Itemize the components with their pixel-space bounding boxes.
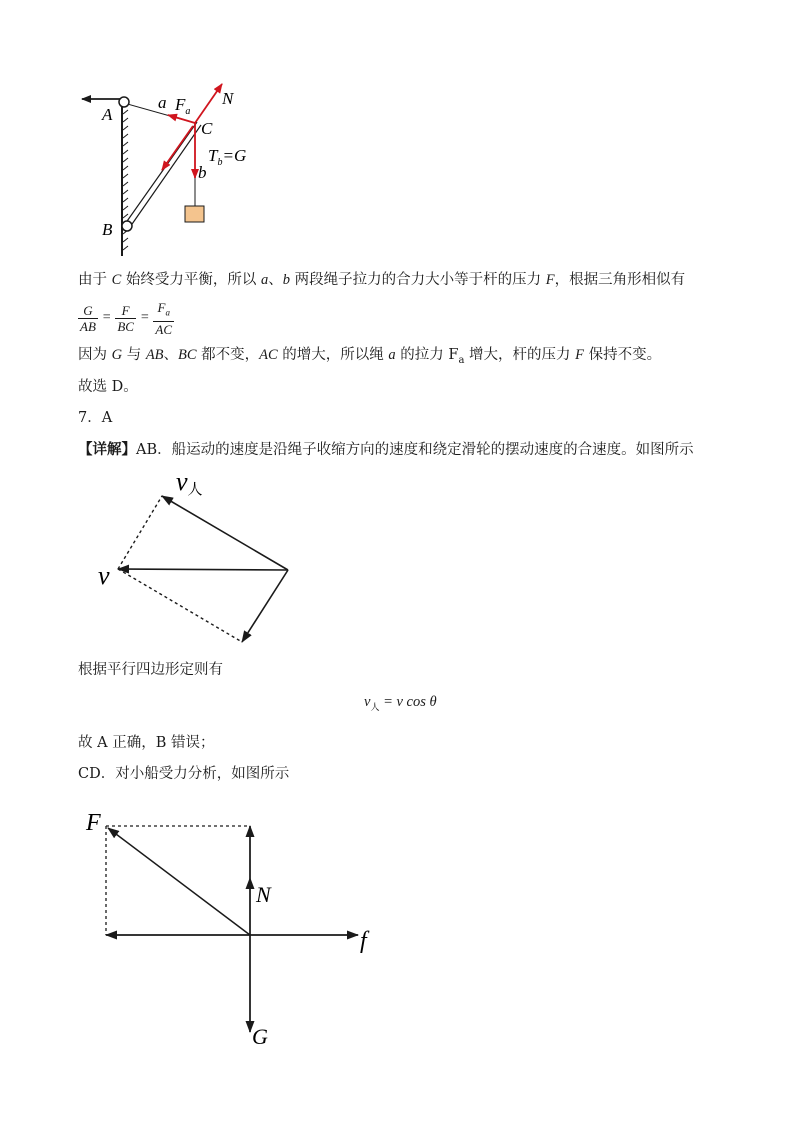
equation-similar-triangles [78, 300, 174, 337]
rhs: = v cos θ [379, 694, 437, 710]
label-b-point: B [102, 220, 113, 239]
label-a-point: A [102, 105, 113, 124]
pulley-b [122, 221, 132, 231]
paragraph-equilibrium [78, 270, 685, 290]
weight-block [185, 206, 204, 222]
var-f: F [575, 347, 584, 363]
fraction-fa-ac [153, 300, 174, 337]
var-a: a [261, 272, 269, 288]
text: 保持不变。 [584, 347, 662, 363]
text: 都不变， [196, 347, 260, 363]
paragraph-conclusion-1 [78, 345, 661, 371]
equation-velocity [364, 692, 437, 717]
numerator: G [78, 303, 98, 319]
paragraph-answer-d: 故选 D。 [78, 379, 138, 395]
numerator-text: F [157, 300, 166, 315]
label-f-lower: f [360, 928, 367, 954]
var-ac: AC [259, 347, 278, 363]
f-pull-arrow [108, 828, 250, 935]
var-b: b [282, 272, 290, 288]
v-ren-arrow [162, 496, 288, 570]
label-v-ren: v人 [176, 467, 203, 498]
denominator: AB [80, 318, 96, 334]
denominator: BC [117, 318, 134, 334]
numerator [153, 300, 174, 322]
fraction-g-ab [78, 303, 98, 334]
swing-velocity-arrow [242, 570, 288, 642]
label-a-rope: a [158, 93, 167, 112]
label-g: G [252, 1024, 268, 1049]
numerator: F [115, 303, 136, 319]
text: 、 [163, 347, 179, 363]
text: 增大，杆的压力 [464, 347, 576, 363]
n-force-arrow [195, 84, 222, 123]
lhs: v [364, 694, 371, 710]
label-c-point: C [201, 119, 213, 138]
rod-force-arrow [162, 126, 193, 170]
subscript: a [458, 354, 465, 366]
text: 两段绳子拉力的合力大小等于杆的压力 [290, 272, 546, 288]
equals-sign: = [139, 310, 150, 326]
figure-rod-force-diagram [70, 78, 270, 260]
paragraph-detail [78, 440, 694, 460]
numerator-subscript: a [165, 307, 170, 318]
paragraph-cd-analysis: CD．对小船受力分析，如图所示 [78, 766, 290, 782]
text: 由于 [78, 272, 112, 288]
label-n: N [256, 882, 271, 907]
label-v: v [98, 561, 110, 590]
var-f: F [545, 272, 555, 288]
figure-boat-forces [80, 806, 390, 1050]
label-f-upper: F [86, 810, 101, 836]
var-bc: BC [178, 347, 197, 363]
v-arrow [118, 569, 288, 570]
detail-bracket: 【详解】 [78, 441, 136, 458]
pulley-a [119, 97, 129, 107]
text: 的增大，所以绳 [277, 347, 389, 363]
paragraph-parallelogram: 根据平行四边形定则有 [78, 662, 223, 678]
dashed-edge-top [118, 496, 162, 569]
text: 始终受力平衡，所以 [121, 272, 261, 288]
var-g: G [111, 347, 123, 363]
text: AB．船运动的速度是沿绳子收缩方向的速度和绕定滑轮的摆动速度的合速度。如图所示 [136, 442, 694, 458]
text: 因为 [78, 347, 112, 363]
label-b-rope: b [198, 163, 207, 182]
fraction-f-bc [115, 303, 136, 334]
dashed-edge-bottom [118, 569, 242, 642]
label-fa: $F_a$ [175, 95, 191, 117]
text: 、 [268, 272, 283, 288]
denominator: AC [155, 321, 173, 337]
var-c: C [111, 272, 122, 288]
figure-velocity-decomposition [90, 466, 310, 648]
text: ，根据三角形相似有 [554, 272, 686, 288]
text: 与 [122, 347, 146, 363]
text: 的拉力 F [395, 347, 459, 363]
paragraph-a-correct: 故 A 正确，B 错误； [78, 735, 215, 751]
question-7-answer: 7．A [78, 410, 113, 426]
fa-force-arrow [168, 115, 195, 123]
var-ab: AB [145, 347, 164, 363]
label-tb: $T_b=G$ [208, 146, 247, 168]
label-n: N [222, 89, 234, 108]
equals-sign: = [101, 310, 112, 326]
lhs-subscript: 人 [370, 701, 380, 712]
wall [122, 100, 128, 256]
var-a: a [388, 347, 396, 363]
